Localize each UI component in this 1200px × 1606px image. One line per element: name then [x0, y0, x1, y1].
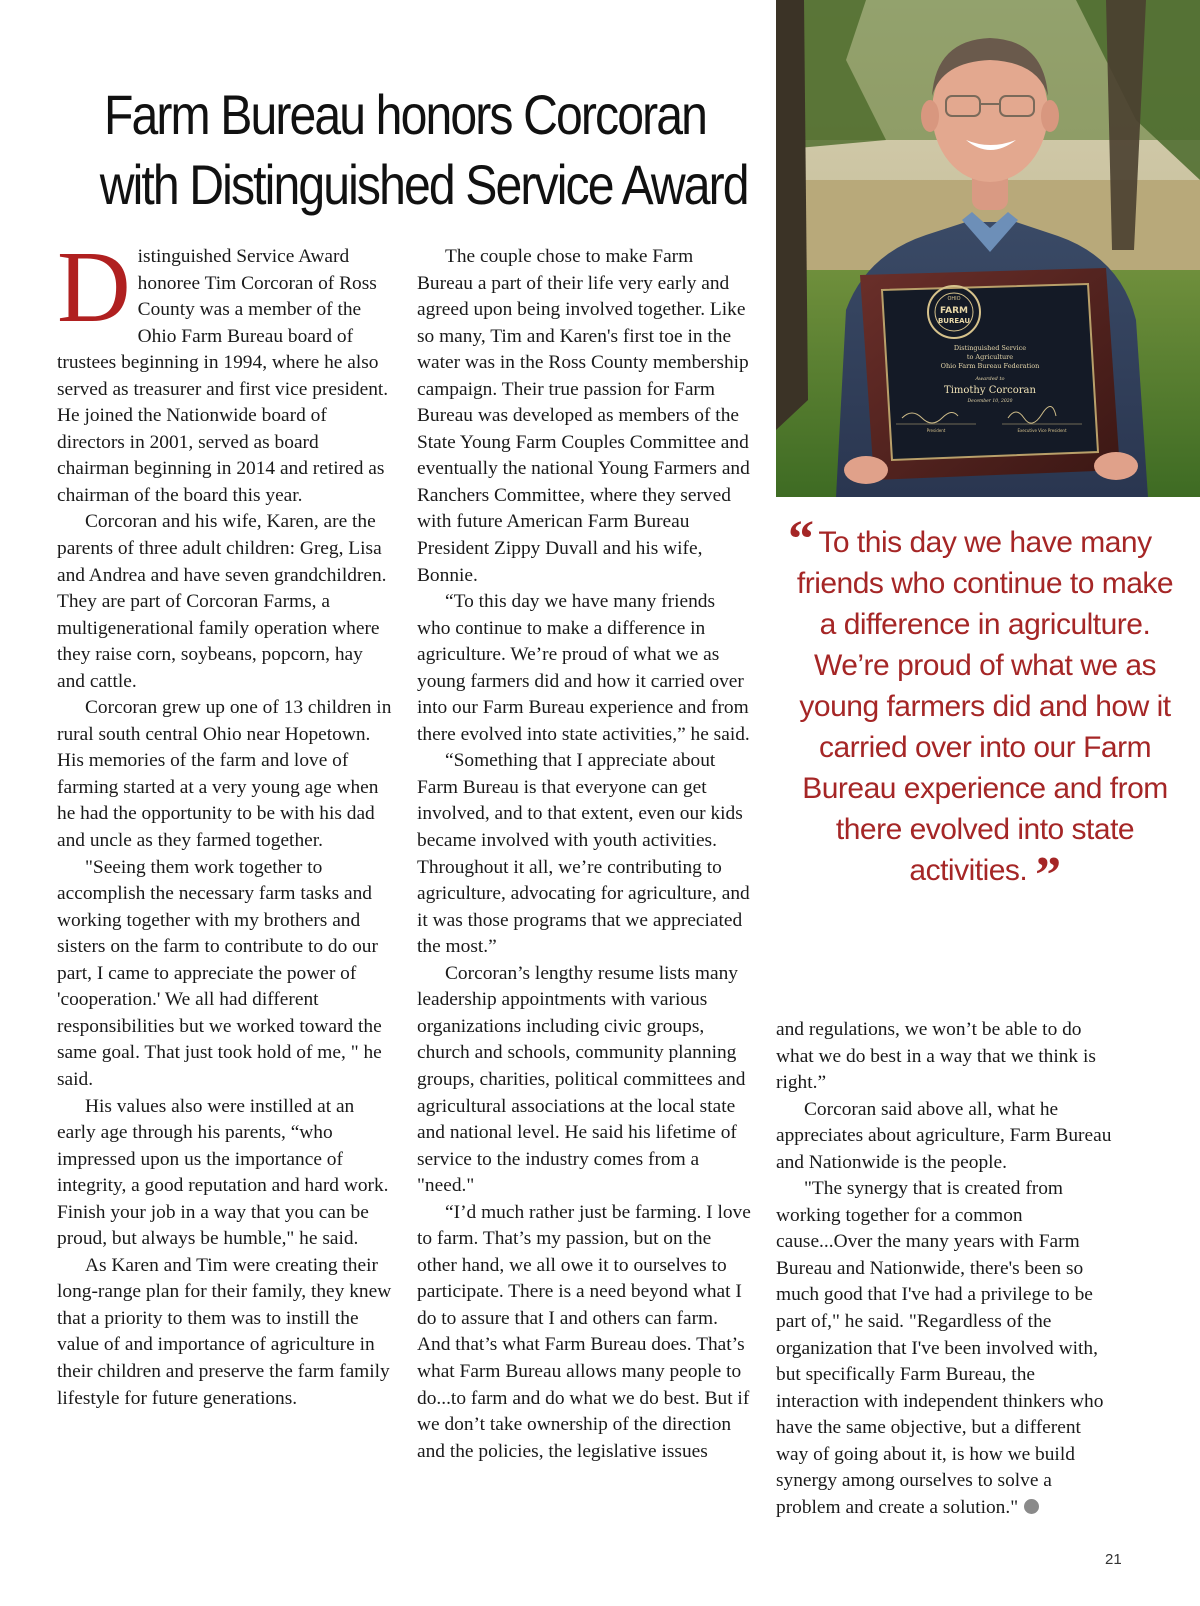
paragraph: “Something that I appreciate about Farm Bureau is that everyone can get involved, and to that extent, even our kids became involved with youth activities. Throughout it all, we’re contributing to agriculture, advocating for agriculture, and it was those programs that we appreciated the most.”	[417, 750, 750, 958]
headline-line-1: Farm Bureau honors Corcoran	[103, 83, 707, 146]
pull-quote	[788, 511, 1180, 904]
plaque-line-5: Timothy Corcoran	[944, 385, 1036, 396]
photo-illustration	[776, 0, 1200, 497]
paragraph: "The synergy that is created from working together for a common cause...Over the many years with Farm Bureau and Nationwide, there's been so much good that I've had a privilege to be part of," he said. "Regardless of the organization that I've been involved with, but specifically Farm Bureau, the interaction with independent thinkers who have the same objective, but a different way of going about it, is how we build synergy among ourselves to solve a problem and create a solution."	[776, 1178, 1104, 1518]
plaque-seal-line-1: FARM	[940, 306, 968, 316]
paragraph: The couple chose to make Farm Bureau a part of their life very early and agreed upon being involved together. Like so many, Tim and Karen's first toe in the water was in the Ross County membership campaign. Their true passion for Farm Bureau was developed as members of the State Young Farm Couples Committee and eventually the national Young Farmers and Ranchers Committee, where they served with future American Farm Bureau President Zippy Duvall and his wife, Bonnie.	[417, 246, 750, 586]
paragraph: “To this day we have many friends who continue to make a difference in agriculture. We’re proud of what we as young farmers did and how it carried over into our Farm Bureau experience and from there evolved into state activities,” he said.	[417, 591, 750, 745]
close-quote-mark: ”	[1035, 847, 1061, 904]
article-column-3	[776, 1017, 1116, 1521]
portrait-photo	[776, 0, 1200, 497]
paragraph: and regulations, we won’t be able to do what we do best in a way that we think is right.”	[776, 1019, 1096, 1094]
end-mark-icon	[1024, 1499, 1039, 1514]
plaque-line-6: December 10, 2020	[967, 399, 1013, 404]
plaque-sig-left: President	[926, 428, 946, 433]
headline	[99, 80, 748, 220]
drop-cap: D	[57, 231, 131, 344]
page-number: 21	[1105, 1551, 1122, 1568]
paragraph: Corcoran grew up one of 13 children in rural south central Ohio near Hopetown. His memories of the farm and love of farming started at a very young age when he had the opportunity to be with his dad and uncle as they farmed together.	[57, 697, 392, 852]
open-quote-mark: “	[788, 511, 814, 568]
article-column-2	[417, 244, 752, 1465]
paragraph: Distinguished Service Award honoree Tim Corcoran of Ross County was a member of the Ohio Farm Bureau board of trustees beginning in 1994, where he also served as treasurer and first vice president. He joined the Nationwide board of directors in 2001, served as board chairman beginning in 2014 and retired as chairman of the board this year.	[57, 231, 389, 506]
plaque-seal-top: OHIO	[947, 296, 961, 302]
paragraph: As Karen and Tim were creating their long-range plan for their family, they knew that a priority to them was to instill the value of and importance of agriculture in their children and preserve the farm family lifestyle for future generations.	[57, 1254, 392, 1409]
plaque-line-3: Ohio Farm Bureau Federation	[940, 362, 1040, 370]
paragraph: “I’d much rather just be farming. I love to farm. That’s my passion, but on the other hand, we all owe it to ourselves to participate. There is a need beyond what I do to assure that I and others can farm. And that’s what Farm Bureau does. That’s what Farm Bureau allows many people to do...to farm and do what we do best. But if we don’t take ownership of the direction and the policies, the legislative issues	[417, 1201, 751, 1462]
paragraph: "Seeing them work together to accomplish the necessary farm tasks and working together with my brothers and sisters on the farm to contribute to do our part, I came to appreciate the power of 'cooperation.' We all had different responsibilities but we worked toward the same goal. That just took hold of me, " he said.	[57, 856, 382, 1090]
plaque-line-2: to Agriculture	[966, 353, 1014, 361]
paragraph: Corcoran’s lengthy resume lists many leadership appointments with various organizations including civic groups, church and schools, community planning groups, charities, political committees and agricultural associations at the local state and national level. He said his lifetime of service to the industry comes from a "need."	[417, 962, 746, 1197]
plaque-sig-right: Executive Vice President	[1017, 428, 1067, 433]
pull-quote-text: To this day we have many friends who continue to make a difference in agriculture. We’re proud of what we as young farmers did and how it carried over into our Farm Bureau experience and from there evolved into state activities.	[796, 526, 1174, 887]
paragraph: Corcoran and his wife, Karen, are the parents of three adult children: Greg, Lisa and Andrea and have seven grandchildren. They are part of Corcoran Farms, a multigenerational family operation where they raise corn, soybeans, popcorn, hay and cattle.	[57, 511, 387, 692]
plaque-line-1: Distinguished Service	[953, 344, 1027, 352]
article-column-1	[57, 231, 393, 1412]
headline-line-2: with Distinguished Service Award	[99, 153, 748, 216]
paragraph: Corcoran said above all, what he appreciates about agriculture, Farm Bureau and Nationwide is the people.	[776, 1098, 1112, 1173]
plaque-seal-line-2: BUREAU	[937, 317, 971, 325]
plaque-line-4: Awarded to	[975, 376, 1005, 382]
paragraph: His values also were instilled at an early age through his parents, “who impressed upon us the importance of integrity, a good reputation and hard work. Finish your job in a way that you can be proud, but always be humble," he said.	[57, 1095, 389, 1250]
